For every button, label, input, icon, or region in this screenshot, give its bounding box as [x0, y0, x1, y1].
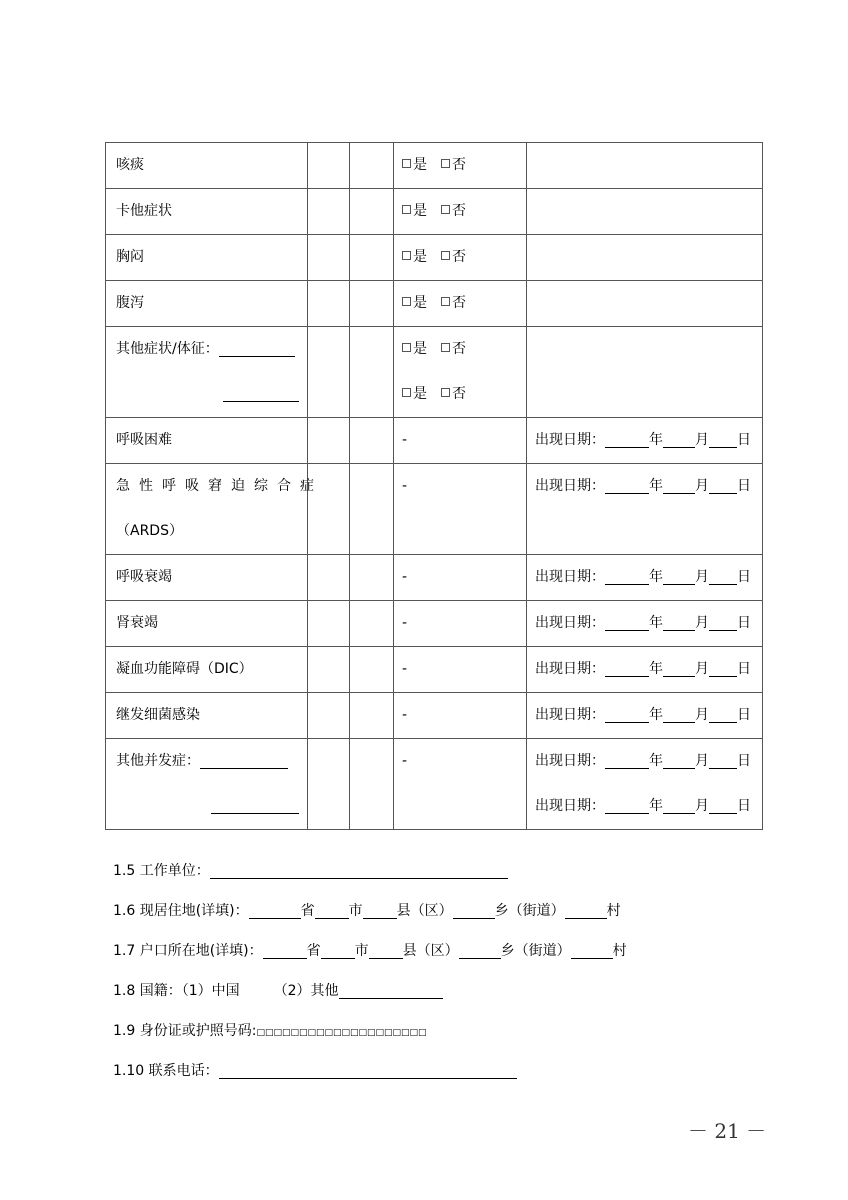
no-checkbox[interactable]: [441, 159, 450, 168]
complication-label: 凝血功能障碍（DIC）: [116, 661, 253, 677]
no-label: 否: [452, 157, 466, 173]
year-input[interactable]: [605, 708, 649, 723]
no-checkbox[interactable]: [441, 297, 450, 306]
town-input[interactable]: [453, 904, 495, 919]
other-symptom-input-2[interactable]: [223, 387, 299, 402]
day-input[interactable]: [709, 433, 737, 448]
table-row: [106, 555, 763, 601]
no-label: 否: [452, 295, 466, 311]
other-symptom-input[interactable]: [219, 342, 295, 357]
yes-checkbox[interactable]: [402, 205, 411, 214]
year-input[interactable]: [605, 616, 649, 631]
table-row: [106, 281, 763, 327]
complication-label: 呼吸衰竭: [116, 569, 172, 585]
onset-date: 出现日期： 年 月 日: [535, 798, 751, 814]
county-input[interactable]: [369, 944, 403, 959]
other-symptom-label: 其他症状/体征：: [116, 341, 219, 357]
dash-value: -: [402, 432, 408, 448]
nationality-label: 1.8 国籍：（1）中国: [113, 983, 240, 999]
day-input[interactable]: [709, 479, 737, 494]
other-complication-input[interactable]: [200, 754, 288, 769]
phone-line: [113, 1055, 627, 1095]
no-label: 否: [452, 341, 466, 357]
registered-address-label: 1.7 户口所在地(详填)：: [113, 943, 263, 959]
id-number-boxes[interactable]: □□□□□□□□□□□□□□□□□□□□: [256, 1028, 427, 1038]
yes-checkbox[interactable]: [402, 343, 411, 352]
month-input[interactable]: [663, 616, 695, 631]
month-input[interactable]: [663, 662, 695, 677]
day-input[interactable]: [709, 570, 737, 585]
onset-date: 出现日期： 年 月 日: [535, 569, 751, 585]
yes-label: 是: [413, 157, 427, 173]
other-complication-input-2[interactable]: [211, 799, 299, 814]
no-checkbox[interactable]: [441, 251, 450, 260]
yes-label: 是: [413, 203, 427, 219]
symptom-label: 咳痰: [116, 157, 144, 173]
yes-label: 是: [413, 249, 427, 265]
year-input[interactable]: [605, 433, 649, 448]
table-row: [106, 327, 763, 418]
yes-checkbox[interactable]: [402, 297, 411, 306]
village-input[interactable]: [571, 944, 613, 959]
city-input[interactable]: [315, 904, 349, 919]
town-input[interactable]: [459, 944, 501, 959]
id-number-line: [113, 1015, 627, 1055]
current-address-line: 1.6 现居住地(详填)： 省 市 县（区） 乡（街道） 村: [113, 903, 621, 919]
no-label: 否: [452, 386, 466, 402]
province-input[interactable]: [263, 944, 307, 959]
dash-value: -: [402, 661, 408, 677]
province-input[interactable]: [249, 904, 301, 919]
table-row: [106, 235, 763, 281]
symptom-label: 胸闷: [116, 249, 144, 265]
county-input[interactable]: [363, 904, 397, 919]
table-row: [106, 693, 763, 739]
month-input[interactable]: [663, 570, 695, 585]
no-checkbox[interactable]: [441, 343, 450, 352]
table-row: [106, 739, 763, 830]
dash-value: -: [402, 569, 408, 585]
complication-label: 呼吸困难: [116, 432, 172, 448]
day-input[interactable]: [709, 708, 737, 723]
yes-label: 是: [413, 386, 427, 402]
year-input[interactable]: [605, 662, 649, 677]
year-input[interactable]: [605, 570, 649, 585]
onset-date: 出现日期： 年 月 日: [535, 478, 751, 494]
onset-date: 出现日期： 年 月 日: [535, 661, 751, 677]
onset-date: 出现日期： 年 月 日: [535, 753, 751, 769]
nationality-other-label: （2）其他: [273, 983, 339, 999]
symptom-label: 腹泻: [116, 295, 144, 311]
city-input[interactable]: [321, 944, 355, 959]
day-input[interactable]: [709, 616, 737, 631]
month-input[interactable]: [663, 754, 695, 769]
yes-checkbox[interactable]: [402, 251, 411, 260]
page-number: － 21 －: [688, 1119, 767, 1143]
current-address-label: 1.6 现居住地(详填)：: [113, 903, 249, 919]
day-input[interactable]: [709, 662, 737, 677]
personal-info-section: [113, 855, 627, 1095]
table-row: [106, 418, 763, 464]
day-input[interactable]: [709, 754, 737, 769]
dash-value: -: [402, 478, 408, 494]
nationality-other-input[interactable]: [339, 984, 443, 999]
month-input[interactable]: [663, 799, 695, 814]
dash-value: -: [402, 707, 408, 723]
table-row: [106, 601, 763, 647]
complication-label: 肾衰竭: [116, 615, 158, 631]
complication-label: 继发细菌感染: [116, 707, 200, 723]
id-number-label: 1.9 身份证或护照号码:: [113, 1023, 257, 1039]
symptom-table: [105, 142, 763, 830]
no-label: 否: [452, 249, 466, 265]
yes-label: 是: [413, 295, 427, 311]
month-input[interactable]: [663, 433, 695, 448]
day-input[interactable]: [709, 799, 737, 814]
table-row: [106, 464, 763, 555]
no-checkbox[interactable]: [441, 388, 450, 397]
no-label: 否: [452, 203, 466, 219]
complication-label-2: （ARDS）: [116, 523, 183, 539]
yes-label: 是: [413, 341, 427, 357]
complication-label: 急性呼吸窘迫综合症: [116, 478, 323, 494]
onset-date: 出现日期： 年 月 日: [535, 432, 751, 448]
table-row: [106, 143, 763, 189]
onset-date: 出现日期： 年 月 日: [535, 615, 751, 631]
table-row: [106, 189, 763, 235]
village-input[interactable]: [565, 904, 607, 919]
work-unit-input[interactable]: [210, 864, 508, 879]
phone-input[interactable]: [219, 1064, 517, 1079]
nationality-line: [113, 975, 627, 1015]
work-unit-line: [113, 855, 627, 895]
symptom-label: 卡他症状: [116, 203, 172, 219]
year-input[interactable]: [605, 799, 649, 814]
month-input[interactable]: [663, 708, 695, 723]
yes-checkbox[interactable]: [402, 159, 411, 168]
table-row: [106, 647, 763, 693]
registered-address-line: 1.7 户口所在地(详填)： 省 市 县（区） 乡（街道） 村: [113, 943, 627, 959]
no-checkbox[interactable]: [441, 205, 450, 214]
year-input[interactable]: [605, 754, 649, 769]
dash-value: -: [402, 753, 408, 769]
yes-checkbox[interactable]: [402, 388, 411, 397]
dash-value: -: [402, 615, 408, 631]
phone-label: 1.10 联系电话：: [113, 1063, 219, 1079]
work-unit-label: 1.5 工作单位：: [113, 863, 210, 879]
onset-date: 出现日期： 年 月 日: [535, 707, 751, 723]
year-input[interactable]: [605, 479, 649, 494]
other-complication-label: 其他并发症：: [116, 753, 200, 769]
month-input[interactable]: [663, 479, 695, 494]
